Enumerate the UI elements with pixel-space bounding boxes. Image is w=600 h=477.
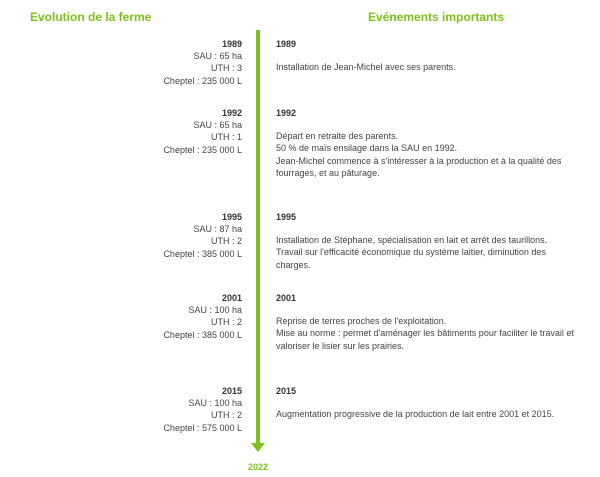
event-year: 2001 xyxy=(276,293,297,303)
farm-cheptel: Cheptel : 235 000 L xyxy=(163,75,242,86)
event-line: 50 % de maïs ensilage dans la SAU en 1992. xyxy=(276,143,458,154)
event-block xyxy=(276,292,576,352)
farm-year: 1992 xyxy=(221,108,242,118)
event-line: Mise au norme : permet d'aménager les bâtiments pour faciliter le travail et valoriser le lisier sur les prairies. xyxy=(276,328,574,351)
event-line: Installation de Stéphane, spécialisation en lait et arrêt des taurillons. Travail sur l'efficacité économique du système laitier, diminution des charges. xyxy=(276,235,548,270)
farm-stats xyxy=(163,107,242,156)
farm-uth: UTH : 2 xyxy=(210,410,242,421)
farm-uth: UTH : 3 xyxy=(210,63,242,74)
event-year: 1995 xyxy=(276,212,297,222)
event-year: 2015 xyxy=(276,386,297,396)
timeline-end-year: 2022 xyxy=(247,462,269,472)
farm-cheptel: Cheptel : 385 000 L xyxy=(163,248,242,259)
farm-year: 1995 xyxy=(221,212,242,222)
farm-year: 1989 xyxy=(221,39,242,49)
event-line: Augmentation progressive de la production de lait entre 2001 et 2015. xyxy=(276,409,555,420)
event-year: 1989 xyxy=(276,39,297,49)
farm-sau: SAU : 87 ha xyxy=(193,224,242,235)
farm-year: 2015 xyxy=(221,386,242,396)
event-line: Reprise de terres proches de l'exploitation. xyxy=(276,316,447,327)
farm-sau: SAU : 65 ha xyxy=(193,51,242,62)
event-block xyxy=(276,211,576,271)
farm-stats xyxy=(163,211,242,260)
farm-stats xyxy=(163,385,242,434)
event-line: Installation de Jean-Michel avec ses parents. xyxy=(276,62,456,73)
event-block xyxy=(276,38,576,73)
event-block xyxy=(276,107,576,179)
farm-cheptel: Cheptel : 385 000 L xyxy=(163,329,242,340)
farm-cheptel: Cheptel : 575 000 L xyxy=(163,422,242,433)
event-block xyxy=(276,385,576,420)
event-line: Départ en retraite des parents. xyxy=(276,131,399,142)
farm-sau: SAU : 65 ha xyxy=(193,120,242,131)
farm-uth: UTH : 2 xyxy=(210,317,242,328)
farm-uth: UTH : 1 xyxy=(210,132,242,143)
timeline-line xyxy=(256,30,260,445)
event-year: 1992 xyxy=(276,108,297,118)
farm-stats xyxy=(163,292,242,341)
event-line: Jean-Michel commence à s'intéresser à la production et à la qualité des fourrages, et au pâturage. xyxy=(276,155,562,178)
important-events-title: Evénements importants xyxy=(368,10,505,24)
farm-uth: UTH : 2 xyxy=(210,236,242,247)
timeline-arrow-icon xyxy=(251,443,265,452)
farm-stats xyxy=(163,38,242,87)
farm-sau: SAU : 100 ha xyxy=(188,305,242,316)
farm-cheptel: Cheptel : 235 000 L xyxy=(163,144,242,155)
farm-sau: SAU : 100 ha xyxy=(188,398,242,409)
farm-evolution-title: Evolution de la ferme xyxy=(30,10,152,24)
farm-year: 2001 xyxy=(221,293,242,303)
